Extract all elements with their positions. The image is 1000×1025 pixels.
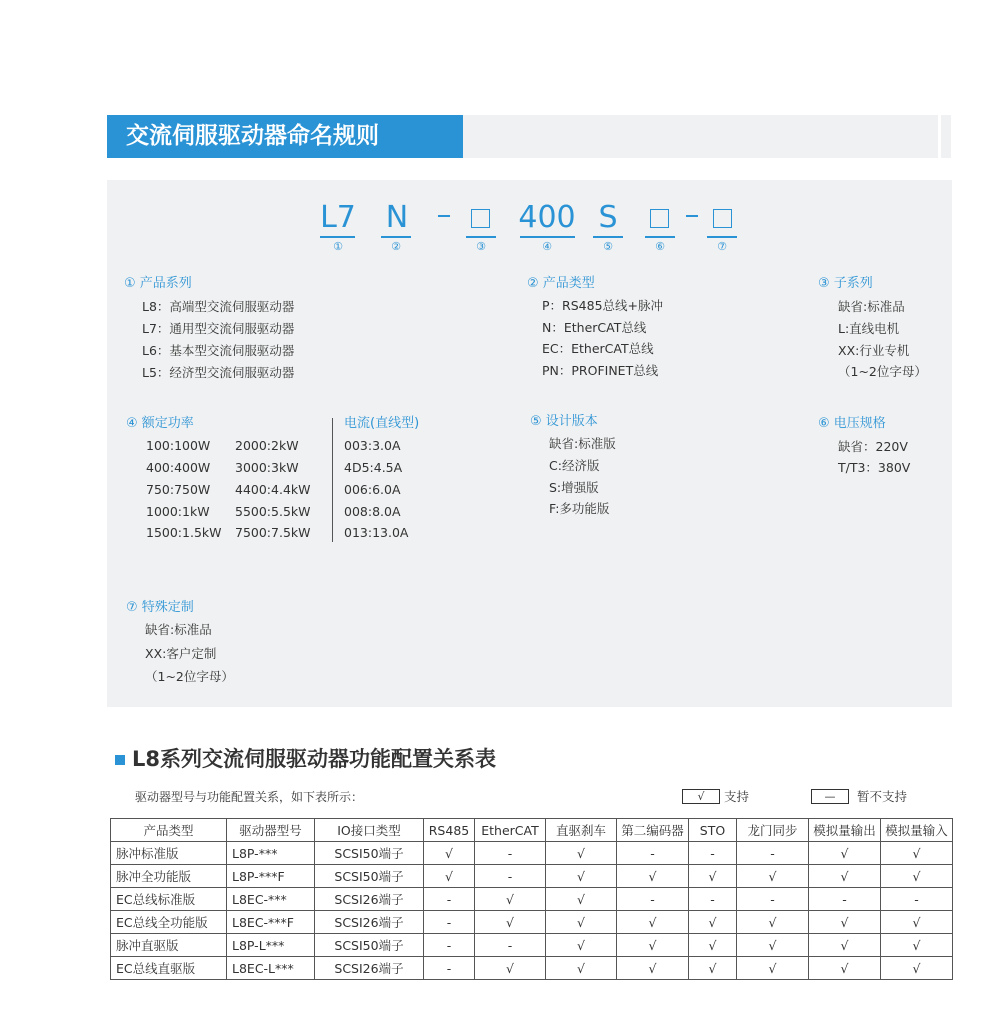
voltage-heading: ⑥ 电压规格	[818, 416, 886, 431]
table-row	[111, 865, 953, 888]
table-row	[111, 957, 953, 980]
config-note: 驱动器型号与功能配置关系，如下表所示：	[135, 790, 364, 804]
current-heading: 电流(直线型)	[344, 416, 420, 431]
code-num-6: ⑥	[655, 240, 665, 253]
current-value: 003:3.0A	[344, 438, 401, 453]
feature-cell: -	[689, 888, 737, 911]
type-heading: ② 产品类型	[527, 276, 595, 291]
subseries-line: （1~2位字母）	[838, 364, 927, 379]
feature-cell: √	[689, 934, 737, 957]
code-dash-2	[686, 215, 698, 217]
feature-cell: √	[546, 888, 617, 911]
design-line: 缺省:标准版	[549, 436, 616, 451]
table-header-cell: 龙门同步	[737, 819, 809, 842]
feature-cell: √	[881, 842, 953, 865]
power-value: 5500:5.5kW	[235, 504, 311, 519]
product-type-cell: EC总线直驱版	[111, 957, 227, 980]
legend-support-label: 支持	[724, 789, 750, 804]
power-heading: ④ 额定功率	[126, 416, 194, 431]
table-row	[111, 934, 953, 957]
power-value: 400:400W	[146, 460, 211, 475]
code-box-custom	[713, 209, 732, 228]
title-bar-filler-end	[941, 115, 951, 158]
product-type-cell: 脉冲直驱版	[111, 934, 227, 957]
feature-cell: √	[881, 957, 953, 980]
io-type-cell: SCSI50端子	[315, 934, 424, 957]
current-value: 006:6.0A	[344, 482, 401, 497]
feature-cell: -	[424, 957, 475, 980]
legend-nosupport-label: 暂不支持	[857, 789, 908, 804]
feature-cell: √	[809, 957, 881, 980]
feature-cell: √	[881, 865, 953, 888]
custom-heading: ⑦ 特殊定制	[126, 600, 194, 615]
current-value: 008:8.0A	[344, 504, 401, 519]
series-line: L6：基本型交流伺服驱动器	[142, 343, 295, 358]
subseries-line: 缺省:标准品	[838, 299, 905, 314]
series-line: L8：高端型交流伺服驱动器	[142, 299, 295, 314]
type-line: P：RS485总线+脉冲	[542, 298, 663, 313]
code-part-type: N	[385, 200, 409, 235]
table-row	[111, 911, 953, 934]
design-line: C:经济版	[549, 458, 600, 473]
code-underline-7	[707, 236, 737, 238]
table-header-cell: 模拟量输入	[881, 819, 953, 842]
feature-cell: √	[546, 911, 617, 934]
current-value: 013:13.0A	[344, 525, 409, 540]
table-row	[111, 888, 953, 911]
code-part-power: 400	[518, 200, 576, 235]
subseries-line: L:直线电机	[838, 321, 900, 336]
feature-cell: √	[475, 888, 546, 911]
feature-cell: √	[424, 842, 475, 865]
feature-cell: √	[617, 957, 689, 980]
table-header-cell: EtherCAT	[475, 819, 546, 842]
code-part-design: S	[598, 200, 618, 235]
table-header-cell: 模拟量输出	[809, 819, 881, 842]
voltage-line: T/T3：380V	[838, 460, 911, 475]
feature-cell: -	[737, 842, 809, 865]
feature-cell: √	[546, 842, 617, 865]
model-cell: L8EC-L***	[227, 957, 315, 980]
feature-cell: √	[617, 934, 689, 957]
code-underline-2	[381, 236, 411, 238]
subseries-line: XX:行业专机	[838, 343, 910, 358]
feature-cell: √	[881, 911, 953, 934]
code-num-1: ①	[333, 240, 343, 253]
code-underline-3	[466, 236, 496, 238]
code-num-3: ③	[476, 240, 486, 253]
table-header-row	[111, 819, 953, 842]
feature-cell: √	[737, 865, 809, 888]
config-title: L8系列交流伺服驱动器功能配置关系表	[132, 747, 496, 771]
series-line: L7：通用型交流伺服驱动器	[142, 321, 295, 336]
series-heading: ① 产品系列	[124, 276, 192, 291]
feature-cell: -	[617, 842, 689, 865]
code-box-voltage	[650, 209, 669, 228]
feature-cell: √	[424, 865, 475, 888]
design-line: S:增强版	[549, 480, 599, 495]
table-header-cell: 驱动器型号	[227, 819, 315, 842]
table-header-cell: RS485	[424, 819, 475, 842]
code-underline-4	[520, 236, 575, 238]
feature-cell: -	[475, 865, 546, 888]
code-num-5: ⑤	[603, 240, 613, 253]
product-type-cell: EC总线标准版	[111, 888, 227, 911]
legend-nosupport-box: —	[811, 789, 849, 804]
naming-rule-panel	[107, 180, 952, 707]
voltage-line: 缺省：220V	[838, 439, 908, 454]
feature-cell: √	[737, 957, 809, 980]
feature-cell: -	[737, 888, 809, 911]
feature-cell: √	[809, 911, 881, 934]
product-type-cell: 脉冲全功能版	[111, 865, 227, 888]
table-row	[111, 842, 953, 865]
feature-cell: √	[546, 865, 617, 888]
code-part-series: L7	[320, 200, 356, 235]
model-cell: L8P-***F	[227, 865, 315, 888]
io-type-cell: SCSI26端子	[315, 957, 424, 980]
legend-support-box: √	[682, 789, 720, 804]
model-cell: L8EC-***	[227, 888, 315, 911]
current-value: 4D5:4.5A	[344, 460, 403, 475]
custom-line: XX:客户定制	[145, 646, 217, 661]
feature-cell: √	[617, 865, 689, 888]
feature-cell: √	[737, 934, 809, 957]
power-value: 1500:1.5kW	[146, 525, 222, 540]
feature-cell: √	[689, 957, 737, 980]
io-type-cell: SCSI50端子	[315, 842, 424, 865]
power-value: 2000:2kW	[235, 438, 299, 453]
feature-cell: √	[809, 842, 881, 865]
power-value: 4400:4.4kW	[235, 482, 311, 497]
custom-line: 缺省:标准品	[145, 622, 212, 637]
feature-cell: -	[881, 888, 953, 911]
page-title: 交流伺服驱动器命名规则	[126, 123, 379, 149]
model-cell: L8P-L***	[227, 934, 315, 957]
design-heading: ⑤ 设计版本	[530, 414, 598, 429]
feature-cell: √	[546, 957, 617, 980]
feature-cell: -	[475, 934, 546, 957]
power-value: 100:100W	[146, 438, 211, 453]
io-type-cell: SCSI50端子	[315, 865, 424, 888]
feature-cell: -	[424, 934, 475, 957]
subseries-heading: ③ 子系列	[818, 276, 873, 291]
feature-cell: √	[737, 911, 809, 934]
series-line: L5：经济型交流伺服驱动器	[142, 365, 295, 380]
product-type-cell: 脉冲标准版	[111, 842, 227, 865]
feature-cell: √	[881, 934, 953, 957]
feature-cell: -	[689, 842, 737, 865]
code-underline-1	[320, 236, 355, 238]
model-cell: L8P-***	[227, 842, 315, 865]
power-value: 3000:3kW	[235, 460, 299, 475]
table-header-cell: IO接口类型	[315, 819, 424, 842]
feature-cell: √	[617, 911, 689, 934]
code-underline-5	[593, 236, 623, 238]
feature-cell: √	[809, 865, 881, 888]
feature-cell: -	[617, 888, 689, 911]
code-underline-6	[645, 236, 675, 238]
table-header-cell: 直驱刹车	[546, 819, 617, 842]
feature-cell: √	[809, 934, 881, 957]
io-type-cell: SCSI26端子	[315, 911, 424, 934]
feature-cell: -	[809, 888, 881, 911]
feature-cell: √	[546, 934, 617, 957]
code-box-subseries	[471, 209, 490, 228]
product-type-cell: EC总线全功能版	[111, 911, 227, 934]
feature-cell: √	[689, 865, 737, 888]
design-line: F:多功能版	[549, 501, 610, 516]
section-divider	[332, 418, 333, 542]
code-num-2: ②	[391, 240, 401, 253]
config-table	[110, 818, 953, 980]
type-line: EC：EtherCAT总线	[542, 341, 654, 356]
feature-cell: √	[689, 911, 737, 934]
type-line: N：EtherCAT总线	[542, 320, 647, 335]
section-marker	[115, 755, 125, 765]
feature-cell: -	[424, 888, 475, 911]
power-value: 1000:1kW	[146, 504, 210, 519]
code-num-4: ④	[542, 240, 552, 253]
io-type-cell: SCSI26端子	[315, 888, 424, 911]
code-num-7: ⑦	[717, 240, 727, 253]
feature-cell: -	[475, 842, 546, 865]
feature-cell: -	[424, 911, 475, 934]
model-cell: L8EC-***F	[227, 911, 315, 934]
table-header-cell: 第二编码器	[617, 819, 689, 842]
feature-cell: √	[475, 911, 546, 934]
power-value: 750:750W	[146, 482, 211, 497]
type-line: PN：PROFINET总线	[542, 363, 659, 378]
feature-cell: √	[475, 957, 546, 980]
custom-line: （1~2位字母）	[145, 669, 234, 684]
title-bar-filler	[463, 115, 938, 158]
code-dash-1	[438, 215, 450, 217]
table-header-cell: STO	[689, 819, 737, 842]
power-value: 7500:7.5kW	[235, 525, 311, 540]
table-header-cell: 产品类型	[111, 819, 227, 842]
